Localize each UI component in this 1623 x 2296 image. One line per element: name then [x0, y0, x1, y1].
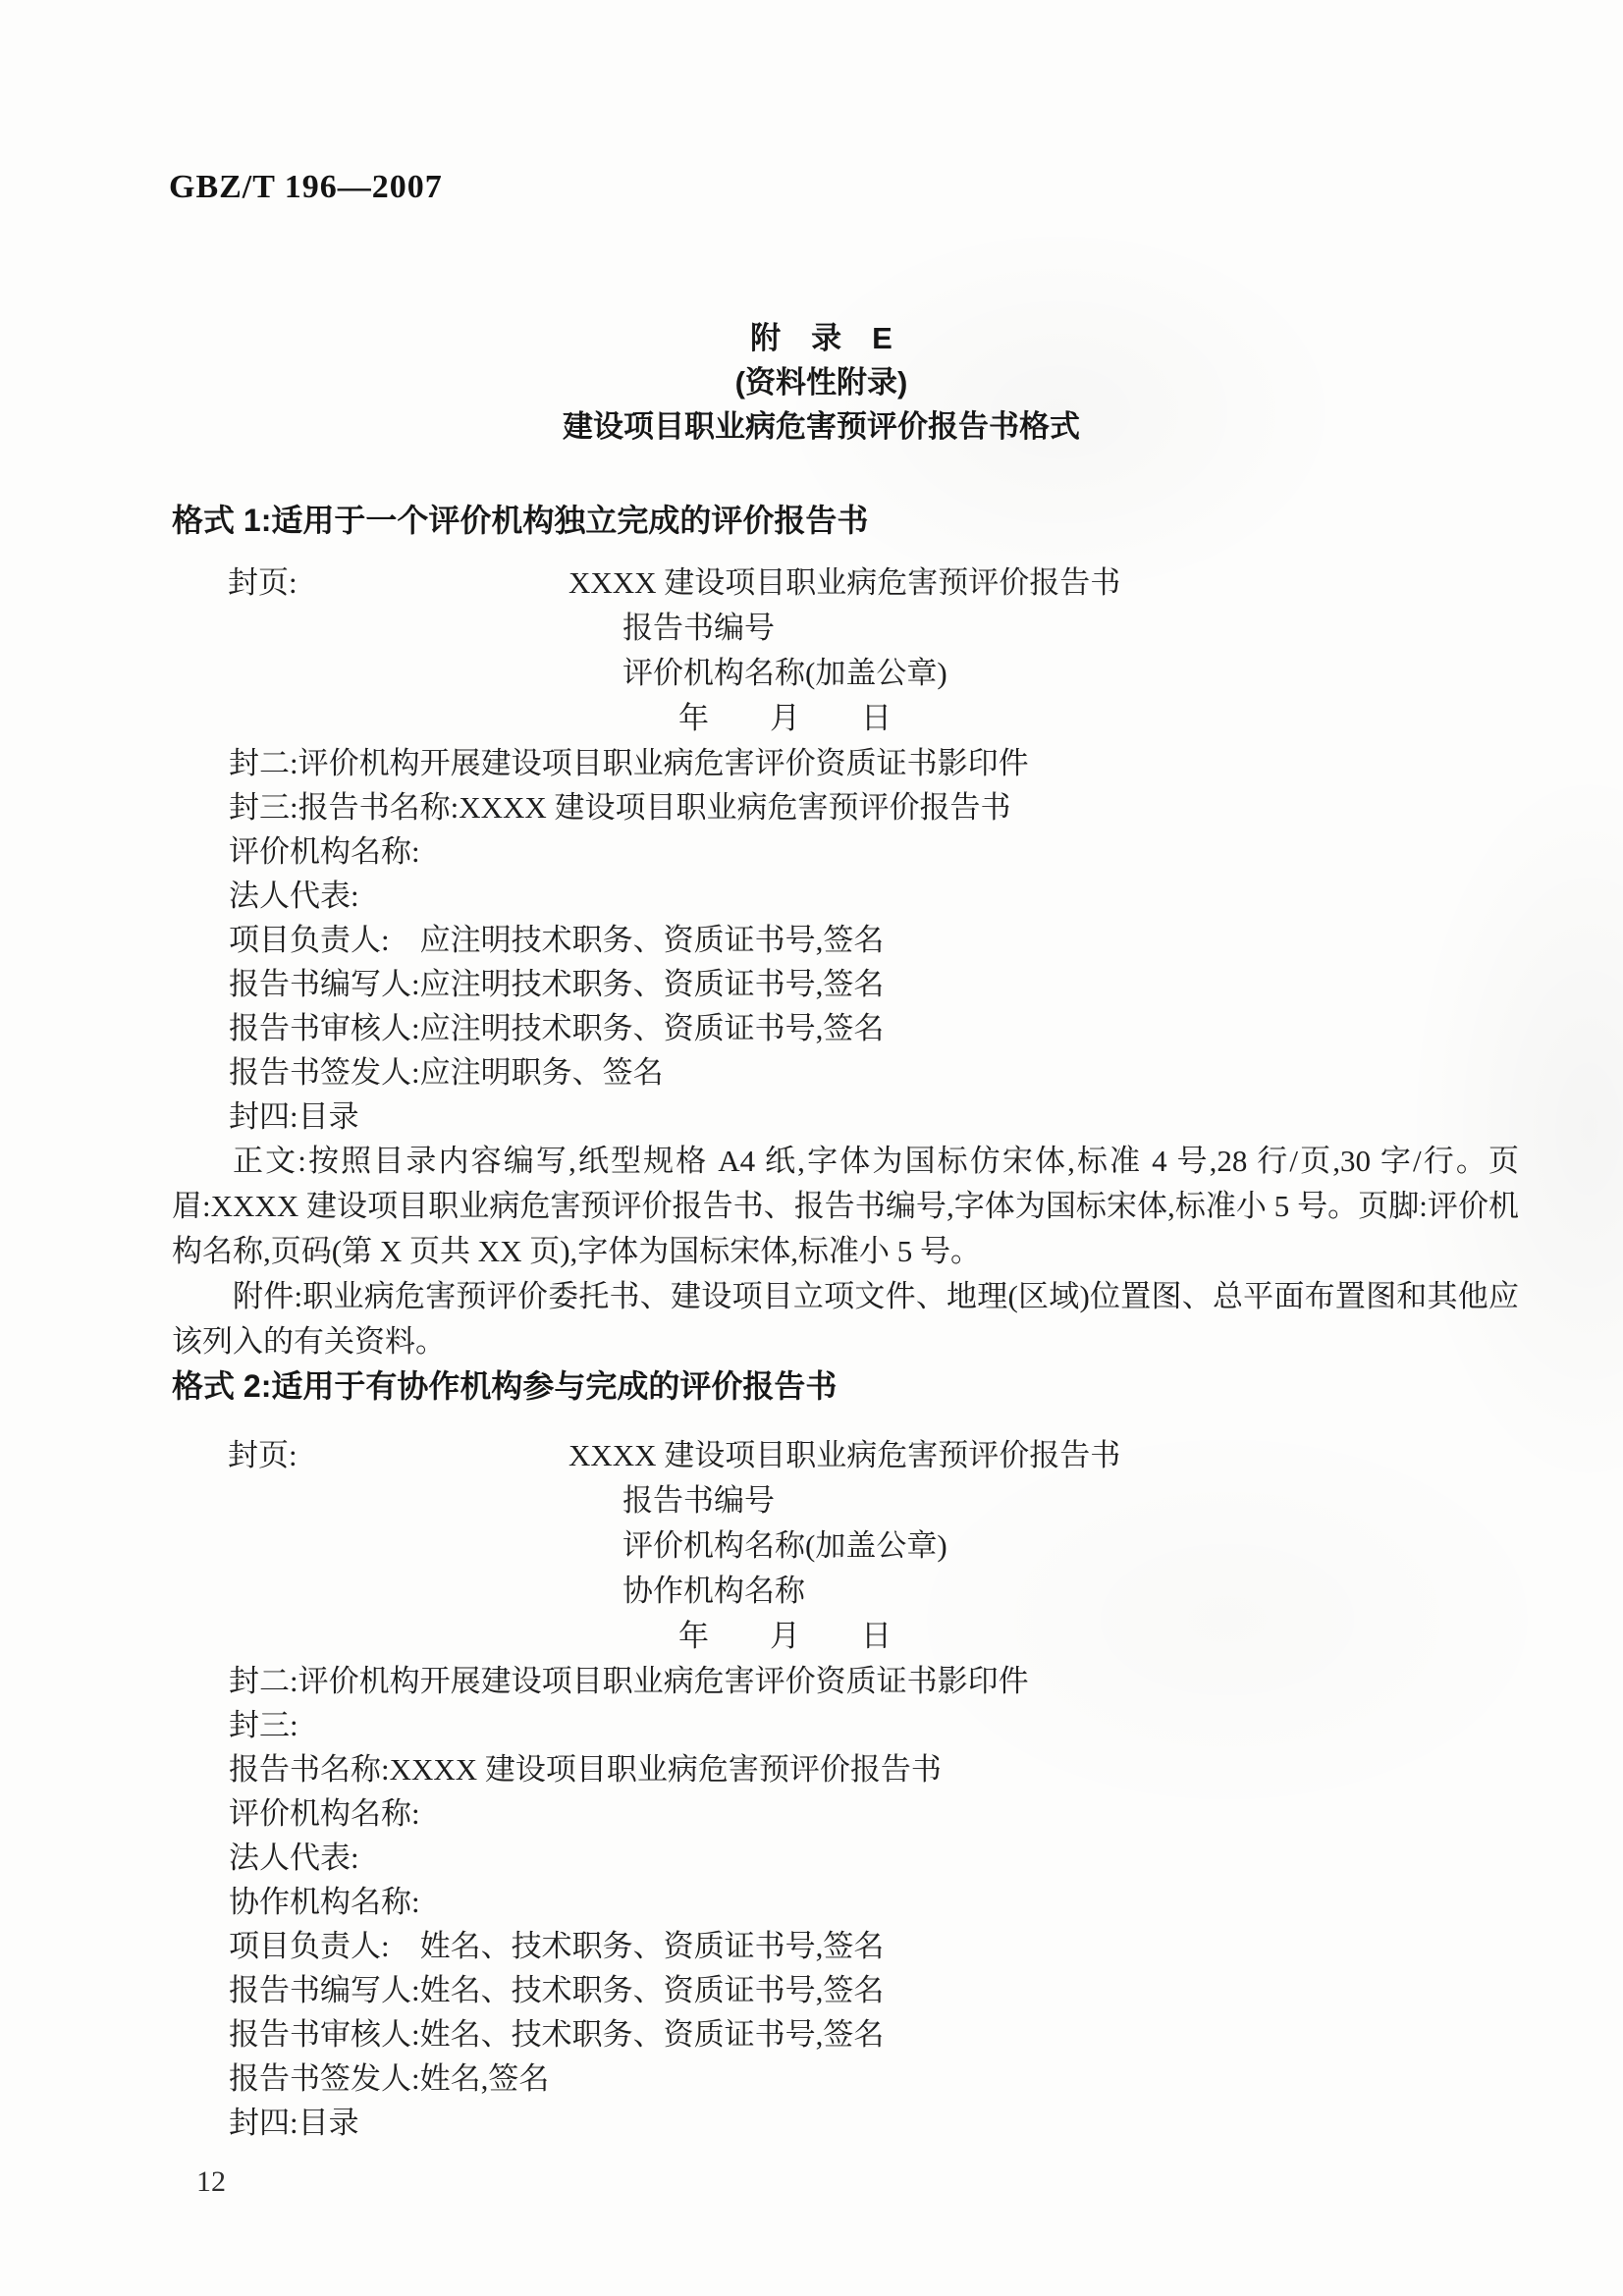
format1-line: 项目负责人: 应注明技术职务、资质证书号,签名: [229, 923, 885, 957]
format1-line: 评价机构名称:: [229, 834, 420, 869]
cover-line-report-number: 报告书编号: [622, 611, 775, 645]
format1-attachment-paragraph: 附件:职业病危害预评价委托书、建设项目立项文件、地理(区域)位置图、总平面布置图和其他应该列入的有关资料。: [172, 1279, 1519, 1359]
format2-heading: 格式 2:适用于有协作机构参与完成的评价报告书: [172, 1368, 838, 1404]
cover-line-collaborator: 协作机构名称: [622, 1574, 805, 1608]
format2-line: 评价机构名称:: [229, 1796, 420, 1831]
format2-line: 报告书审核人:姓名、技术职务、资质证书号,签名: [229, 2017, 885, 2052]
format2-line: 封二:评价机构开展建设项目职业病危害评价资质证书影印件: [229, 1664, 1029, 1698]
format2-line: 报告书编写人:姓名、技术职务、资质证书号,签名: [229, 1973, 885, 2007]
format1-section: [172, 499, 1519, 1364]
cover-line-date: 年 月 日: [678, 701, 892, 735]
format1-body-paragraph: 正文:按照目录内容编写,纸型规格 A4 纸,字体为国标仿宋体,标准 4 号,28 行/页,30 字/行。页眉:XXXX 建设项目职业病危害预评价报告书、报告书编号,字体为国标宋体,标准小 5 号。页脚:评价机构名称,页码(第 X 页共 XX 页),字体为国标宋体,标准小 5 号。: [172, 1144, 1519, 1268]
format2-line: 项目负责人: 姓名、技术职务、资质证书号,签名: [229, 1929, 885, 1963]
cover-page-label: 封页:: [228, 565, 298, 600]
format1-line: 封二:评价机构开展建设项目职业病危害评价资质证书影印件: [229, 746, 1029, 780]
format2-line: 封三:: [229, 1708, 298, 1742]
cover-page-label: 封页:: [228, 1438, 298, 1472]
cover-line-date: 年 月 日: [678, 1619, 892, 1653]
cover-line-report-title: XXXX 建设项目职业病危害预评价报告书: [568, 565, 1121, 600]
format1-line: 报告书审核人:应注明技术职务、资质证书号,签名: [229, 1011, 885, 1045]
appendix-type-note: (资料性附录): [734, 365, 908, 400]
appendix-label: 附 录 E: [750, 321, 893, 355]
format2-line: 法人代表:: [229, 1841, 359, 1875]
format1-cover-lines: [568, 561, 1519, 741]
cover-line-organization: 评价机构名称(加盖公章): [622, 1528, 947, 1563]
format1-line: 封三:报告书名称:XXXX 建设项目职业病危害预评价报告书: [229, 790, 1011, 825]
format1-line: 法人代表:: [229, 879, 359, 913]
format2-line: 报告书签发人:姓名,签名: [229, 2061, 550, 2096]
format2-line: 封四:目录: [229, 2106, 359, 2140]
appendix-title: 建设项目职业病危害预评价报告书格式: [563, 409, 1080, 444]
cover-line-organization: 评价机构名称(加盖公章): [622, 656, 947, 690]
format1-line: 封四:目录: [229, 1099, 359, 1134]
format2-line: 协作机构名称:: [229, 1885, 420, 1919]
format2-cover-lines: [568, 1433, 1519, 1659]
format1-cover-block: [172, 561, 1519, 741]
format1-line: 报告书签发人:应注明职务、签名: [229, 1055, 664, 1090]
format1-line: 报告书编写人:应注明技术职务、资质证书号,签名: [229, 967, 885, 1001]
page-number: 12: [196, 2165, 226, 2198]
standard-code: GBZ/T 196—2007: [169, 169, 443, 205]
cover-line-report-number: 报告书编号: [622, 1483, 775, 1518]
format1-heading: 格式 1:适用于一个评价机构独立完成的评价报告书: [172, 503, 869, 538]
appendix-title-block: [10, 316, 1623, 449]
format2-section: [172, 1364, 1519, 2145]
format2-line: 报告书名称:XXXX 建设项目职业病危害预评价报告书: [229, 1752, 942, 1787]
cover-line-report-title: XXXX 建设项目职业病危害预评价报告书: [568, 1438, 1121, 1472]
format2-cover-block: [172, 1433, 1519, 1659]
